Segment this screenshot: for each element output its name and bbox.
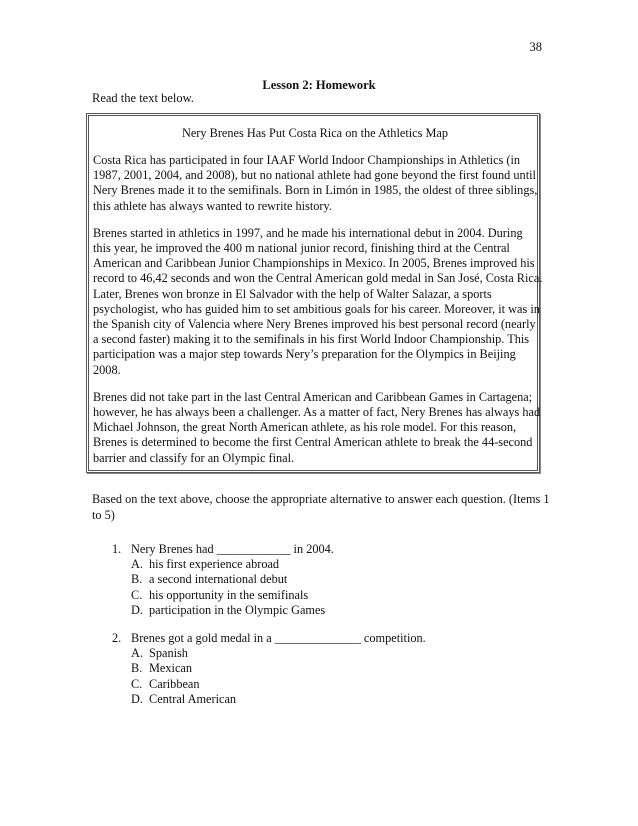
option-text: participation in the Olympic Games xyxy=(149,602,326,617)
question-number: 1. xyxy=(112,542,122,556)
question-number: 2. xyxy=(112,631,122,646)
option-text: Mexican xyxy=(149,661,193,676)
question-text: Brenes got a gold medal in a ______________ competition. xyxy=(131,631,426,646)
reading-paragraph: Brenes started in athletics in 1997, and he made his international debut in 2004. During this year, he improved the 400 m national junior record, finishing third at the Central American and Caribbean Junior Championships in Mexico. In 2005, Brenes improved his record to 46,42 seconds and won the Central American gold medal in San José, Costa Rica. Later, Brenes won bronze in El Salvador with the help of Walter Salazar, a sports psychologist, who has guided him to set ambitious goals for his career. Moreover, it was in the Spanish city of Valencia where Nery Brenes improved his best personal record (nearly a second faster) making it to the semifinals in his first World Indoor Championship. This participation was a major step towards Nery’s preparation for the Olympics in Beijing 2008. xyxy=(93,225,543,377)
question-1 xyxy=(112,542,532,618)
answer-option xyxy=(112,692,532,707)
question-stem xyxy=(112,631,532,646)
answer-option xyxy=(112,661,532,676)
option-letter: C. xyxy=(131,676,143,691)
reading-passage-box xyxy=(86,113,543,473)
question-stem xyxy=(112,542,532,557)
instruction-text: Read the text below. xyxy=(92,91,194,105)
answer-option xyxy=(112,557,532,572)
answer-option xyxy=(112,572,532,587)
option-text: Spanish xyxy=(149,646,188,661)
reading-paragraph: Costa Rica has participated in four IAAF World Indoor Championships in Athletics (in 1987, 2001, 2004, and 2008), but no national athlete had gone beyond the first found until Nery Brenes made it to the semifinals. Born in Limón in 1985, the oldest of three siblings, this athlete has always wanted to rewrite history. xyxy=(93,153,538,213)
option-letter: A. xyxy=(131,646,143,661)
answer-option xyxy=(112,677,532,692)
reading-paragraph: Brenes did not take part in the last Central American and Caribbean Games in Cartagena; however, he has always been a challenger. As a matter of fact, Nery Brenes has always had Michael Johnson, the great North American athlete, as his role model. For this reason, Brenes is determined to become the first Central American athlete to break the 44-second barrier and classify for an Olympic final. xyxy=(93,389,541,465)
option-letter: B. xyxy=(131,661,143,676)
answer-option xyxy=(112,588,532,603)
option-text: Central American xyxy=(149,691,237,706)
questions-intro: Based on the text above, choose the appropriate alternative to answer each question. (Items 1 to 5) xyxy=(92,492,550,522)
option-text: his first experience abroad xyxy=(149,557,280,572)
option-letter: C. xyxy=(131,587,143,602)
answer-option xyxy=(112,646,532,661)
option-letter: B. xyxy=(131,572,143,587)
option-letter: D. xyxy=(131,691,143,706)
option-letter: D. xyxy=(131,602,143,617)
option-letter: A. xyxy=(131,557,143,572)
option-text: a second international debut xyxy=(149,572,288,587)
question-text: Nery Brenes had ____________ in 2004. xyxy=(131,542,334,556)
answer-option xyxy=(112,603,532,618)
page-number: 38 xyxy=(529,40,542,54)
lesson-title: Lesson 2: Homework xyxy=(262,78,376,92)
question-list xyxy=(112,542,532,720)
question-2 xyxy=(112,631,532,707)
option-text: his opportunity in the semifinals xyxy=(149,587,309,602)
reading-title: Nery Brenes Has Put Costa Rica on the Athletics Map xyxy=(181,126,449,140)
option-text: Caribbean xyxy=(149,676,200,691)
